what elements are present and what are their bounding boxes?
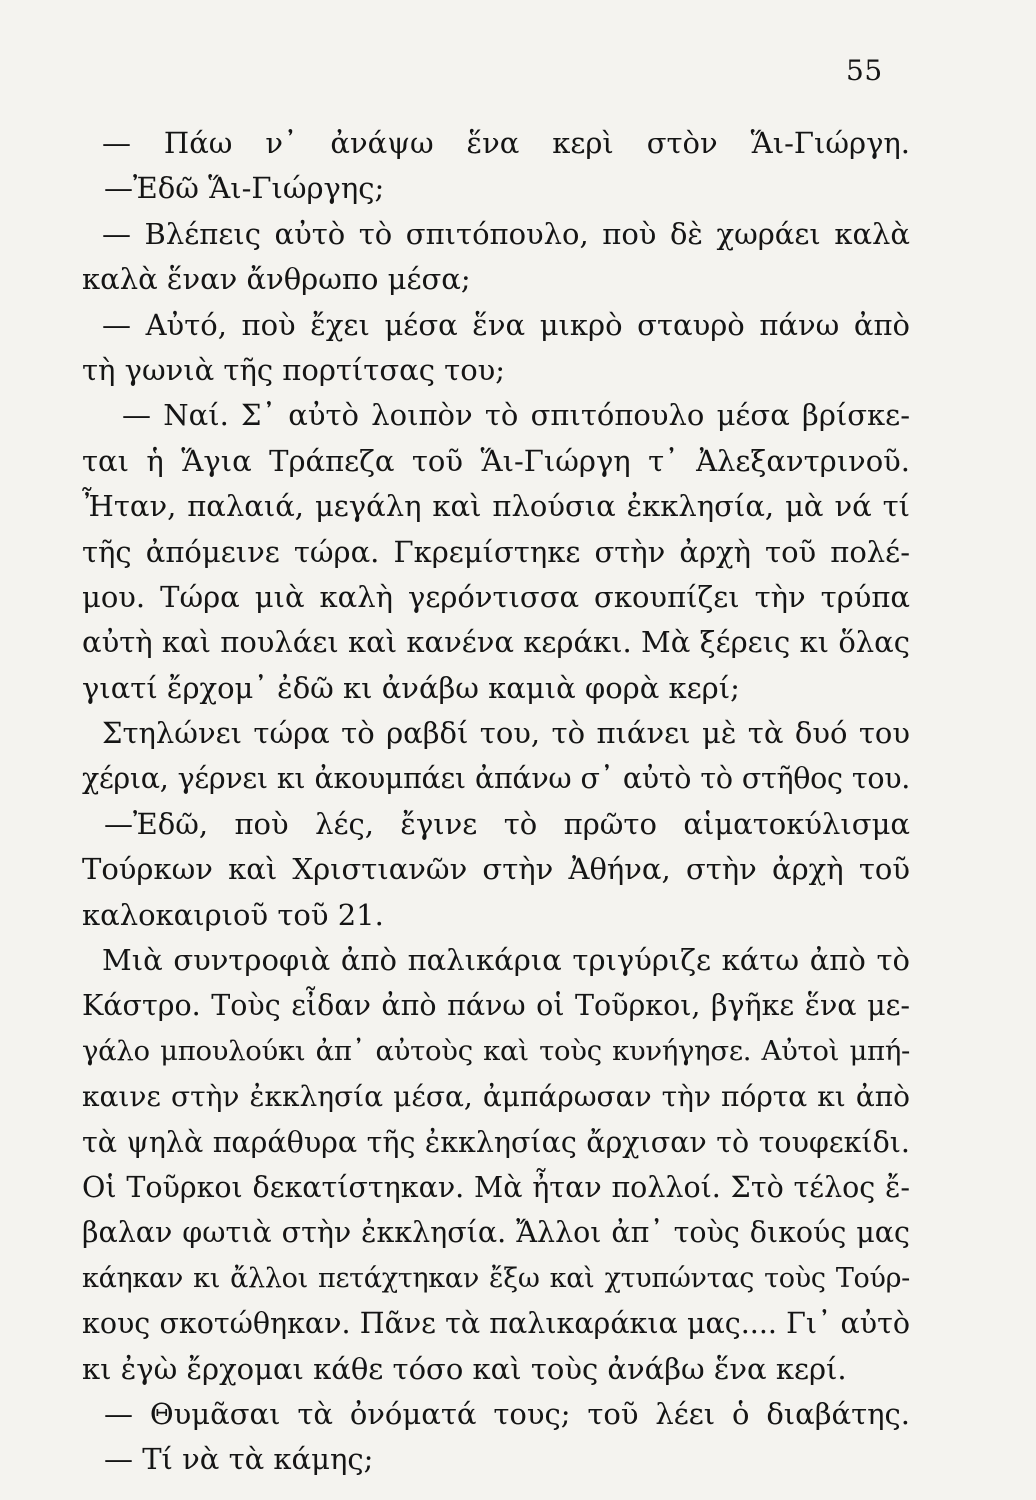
text-line: Τούρκων καὶ Χριστιανῶν στὴν Ἀθήνα, στὴν ἀρχὴ τοῦ	[82, 852, 910, 887]
text-line: — Αὐτό, ποὺ ἔχει μέσα ἕνα μικρὸ σταυρὸ πάνω ἀπὸ	[102, 307, 910, 342]
text-line: κάηκαν κι ἄλλοι πετάχτηκαν ἔξω καὶ χτυπώντας τοὺς Τούρ-	[82, 1262, 910, 1294]
text-line: καλοκαιριοῦ τοῦ 21.	[82, 897, 384, 932]
page-number: 55	[846, 54, 883, 87]
text-line: ται ἡ Ἅγια Τράπεζα τοῦ Ἅι-Γιώργη τ᾽ Ἀλεξαντρινοῦ.	[82, 443, 910, 478]
text-line: κι ἐγὼ ἔρχομαι κάθε τόσο καὶ τοὺς ἀνάβω ἕνα κερί.	[82, 1351, 847, 1386]
text-line: — Ναί. Σ᾽ αὐτὸ λοιπὸν τὸ σπιτόπουλο μέσα βρίσκε-	[122, 398, 910, 433]
text-line: Μιὰ συντροφιὰ ἀπὸ παλικάρια τριγύριζε κάτω ἀπὸ τὸ	[102, 943, 910, 978]
text-line: καινε στὴν ἐκκλησία μέσα, ἀμπάρωσαν τὴν πόρτα κι ἀπὸ	[82, 1080, 910, 1114]
text-line: Στηλώνει τώρα τὸ ραβδί του, τὸ πιάνει μὲ τὰ δυό του	[102, 716, 910, 751]
text-line: — Βλέπεις αὐτὸ τὸ σπιτόπουλο, ποὺ δὲ χωράει καλὰ	[102, 216, 910, 251]
text-line: τὰ ψηλὰ παράθυρα τῆς ἐκκλησίας ἄρχισαν τὸ τουφεκίδι.	[82, 1125, 910, 1159]
text-line: τῆς ἀπόμεινε τώρα. Γκρεμίστηκε στὴν ἀρχὴ τοῦ πολέ-	[82, 534, 910, 569]
text-line: τὴ γωνιὰ τῆς πορτίτσας του;	[82, 352, 506, 387]
text-line: —Ἐδῶ, ποὺ λές, ἔγινε τὸ πρῶτο αἱματοκύλισμα	[104, 806, 910, 841]
text-line: βαλαν φωτιὰ στὴν ἐκκλησία. Ἄλλοι ἀπ᾽ τοὺς δικούς μας	[82, 1216, 910, 1250]
text-line: χέρια, γέρνει κι ἀκουμπάει ἀπάνω σ᾽ αὐτὸ τὸ στῆθος του.	[82, 762, 910, 796]
text-line: μου. Τώρα μιὰ καλὴ γερόντισσα σκουπίζει τὴν τρύπα	[82, 579, 910, 614]
text-line: — Θυμᾶσαι τὰ ὀνόματά τους; τοῦ λέει ὁ διαβάτης.	[104, 1396, 910, 1431]
text-line: γάλο μπουλούκι ἀπ᾽ αὐτοὺς καὶ τοὺς κυνήγησε. Αὐτοὶ μπή-	[82, 1034, 910, 1067]
text-line: γιατί ἔρχομ᾽ ἐδῶ κι ἀνάβω καμιὰ φορὰ κερί;	[82, 670, 740, 705]
text-line: — Πάω ν᾽ ἀνάψω ἕνα κερὶ στὸν Ἅι-Γιώργη.	[102, 126, 910, 160]
text-line: Οἱ Τοῦρκοι δεκατίστηκαν. Μὰ ἦταν πολλοί. Στὸ τέλος ἔ-	[82, 1170, 910, 1204]
body-text	[82, 121, 910, 1483]
text-line: κους σκοτώθηκαν. Πᾶνε τὰ παλικαράκια μας.... Γι᾽ αὐτὸ	[82, 1307, 910, 1341]
text-line: Κάστρο. Τοὺς εἶδαν ἀπὸ πάνω οἱ Τοῦρκοι, βγῆκε ἕνα με-	[82, 989, 910, 1023]
text-line: αὐτὴ καὶ πουλάει καὶ κανένα κεράκι. Μὰ ξέρεις κι ὅλας	[82, 625, 910, 660]
text-line: — Τί νὰ τὰ κάμης;	[104, 1442, 374, 1477]
text-line: Ἦταν, παλαιά, μεγάλη καὶ πλούσια ἐκκλησία, μὰ νά τί	[82, 489, 910, 524]
text-line: —Ἐδῶ Ἅι-Γιώργης;	[104, 171, 385, 206]
text-line: καλὰ ἕναν ἄνθρωπο μέσα;	[82, 262, 471, 297]
